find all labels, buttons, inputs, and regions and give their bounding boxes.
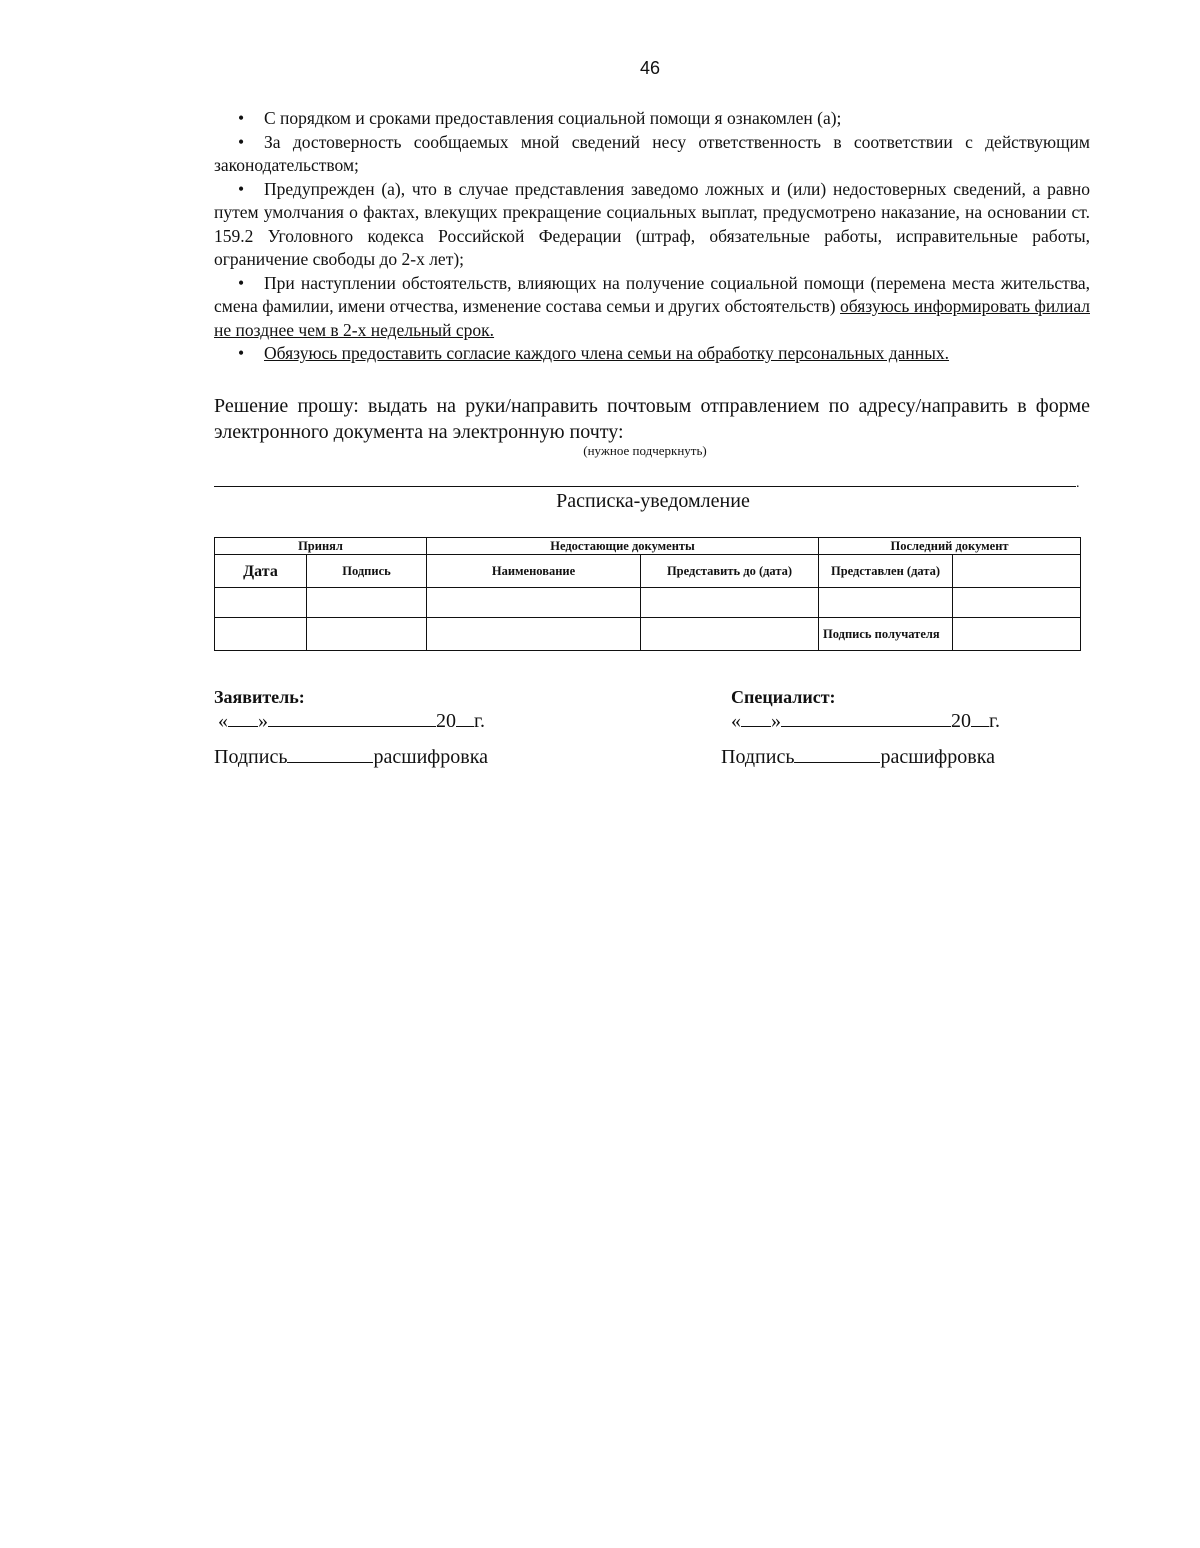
header-missing-documents: Недостающие документы (427, 538, 819, 555)
receipt-title: Расписка-уведомление (556, 490, 750, 512)
term-text: За достоверность сообщаемых мной сведений несу ответственность в соответствии с действующим законодательством; (214, 131, 1090, 175)
term-item (214, 107, 1090, 131)
applicant-title: Заявитель: (214, 687, 305, 707)
specialist-signature-field[interactable] (794, 744, 880, 763)
term-item (214, 272, 1090, 343)
applicant-year: 20 (436, 710, 456, 732)
bullet-icon: • (238, 178, 245, 199)
bullet-icon: • (238, 108, 245, 128)
table-cell[interactable] (641, 588, 819, 618)
applicant-day-field[interactable] (228, 708, 258, 727)
specialist-date-line (731, 708, 1000, 733)
table-cell[interactable] (819, 588, 953, 618)
table-cell[interactable] (953, 588, 1081, 618)
term-text: При наступлении обстоятельств, влияющих на получение социальной помощи (перемена места жительства, смена фамилии, имени отчества, изменение состава семьи и других обстоятельств) (214, 272, 1090, 316)
table-header-row (215, 538, 1081, 555)
specialist-signature-label: Подпись (721, 746, 795, 768)
table-row (215, 618, 1081, 651)
table-cell[interactable] (215, 588, 307, 618)
header-submit-by: Представить до (дата) (641, 555, 819, 588)
applicant-signature-line (214, 744, 488, 769)
bullet-icon: • (238, 131, 245, 152)
table-row (215, 588, 1081, 618)
table-cell[interactable] (307, 618, 427, 651)
table-cell[interactable] (427, 618, 641, 651)
specialist-title: Специалист: (731, 687, 836, 707)
terms-list (214, 107, 1090, 366)
header-name: Наименование (427, 555, 641, 588)
applicant-year-field[interactable] (456, 708, 474, 727)
table-cell[interactable] (427, 588, 641, 618)
applicant-decode-label: расшифровка (373, 746, 489, 768)
decision-request: Решение прошу: выдать на руки/направить почтовым отправлением по адресу/направить в форме электронного документа на электронную почту: (214, 395, 1090, 443)
header-accepted: Принял (215, 538, 427, 555)
applicant-month-field[interactable] (268, 708, 436, 727)
address-line-end: . (1076, 476, 1080, 491)
header-date: Дата (215, 555, 307, 588)
table-cell[interactable] (215, 618, 307, 651)
specialist-year-suffix: г. (989, 710, 1000, 732)
table-cell[interactable] (641, 618, 819, 651)
header-last-document: Последний документ (819, 538, 1081, 555)
bullet-icon: • (238, 343, 245, 363)
specialist-open-quote: « (731, 710, 741, 732)
term-underlined: Обязуюсь предоставить согласие каждого члена семьи на обработку персональных данных. (264, 343, 950, 363)
table-subheader-row (215, 555, 1081, 588)
recipient-signature-label: Подпись получателя (819, 618, 953, 651)
term-item (214, 342, 1090, 366)
specialist-close-quote: » (771, 710, 781, 732)
address-line[interactable] (214, 486, 1076, 487)
table-cell[interactable] (307, 588, 427, 618)
applicant-signature-label: Подпись (214, 746, 288, 768)
specialist-signature-line (721, 744, 995, 769)
receipt-table (214, 537, 1081, 651)
specialist-day-field[interactable] (741, 708, 771, 727)
specialist-decode-label: расшифровка (880, 746, 996, 768)
applicant-date-line (218, 708, 485, 733)
decision-note: (нужное подчеркнуть) (583, 443, 707, 458)
header-blank (953, 555, 1081, 588)
applicant-open-quote: « (218, 710, 228, 732)
term-underlined: обязуюсь информировать филиал не позднее чем в 2-х недельный срок. (214, 296, 1090, 340)
term-item (214, 131, 1090, 178)
page-number: 46 (639, 58, 661, 78)
term-text: Предупрежден (а), что в случае представления заведомо ложных и (или) недостоверных сведений, а равно путем умолчания о фактах, влекущих прекращение социальных выплат, предусмотрено наказание, на основании ст. 159.2 Уголовного кодекса Российской Федерации (штраф, обязательные работы, исправительные работы, ограничение свободы до 2-х лет); (214, 178, 1090, 269)
applicant-signature-field[interactable] (287, 744, 373, 763)
term-item (214, 178, 1090, 272)
table-cell[interactable] (953, 618, 1081, 651)
applicant-close-quote: » (258, 710, 268, 732)
term-text: С порядком и сроками предоставления социальной помощи я ознакомлен (а); (264, 108, 842, 128)
specialist-month-field[interactable] (781, 708, 951, 727)
specialist-year: 20 (951, 710, 971, 732)
header-signature: Подпись (307, 555, 427, 588)
header-submitted-date: Представлен (дата) (819, 555, 953, 588)
specialist-year-field[interactable] (971, 708, 989, 727)
bullet-icon: • (238, 272, 245, 293)
applicant-year-suffix: г. (474, 710, 485, 732)
